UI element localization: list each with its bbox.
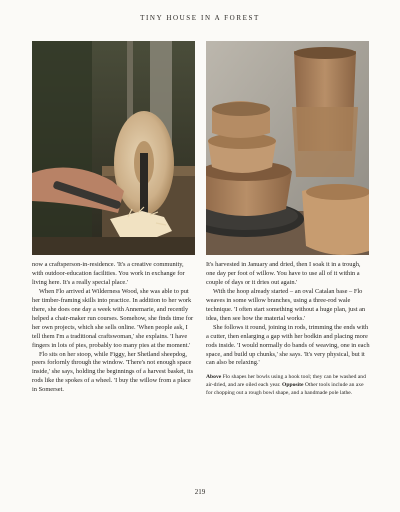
caption-label-above: Above xyxy=(206,374,222,381)
body-paragraph: With the hoop already started – an oval Catalan base – Flo weaves in some willow branches, using a three-rod wale technique. 'I often start something without a huge plan, just an idea, then see how the material works.' xyxy=(206,287,366,322)
body-paragraph: Flo sits on her stoop, while Figgy, her Shetland sheepdog, peers forlornly through the window. 'There's not enough space inside,' she says, holding the beginnings of a harvest basket, its rods like the spokes of a wheel. 'I buy the willow from a place in Somerset. xyxy=(32,350,194,394)
left-text-column xyxy=(32,261,196,395)
bowls-photo xyxy=(206,41,369,255)
lathe-photo xyxy=(32,41,195,255)
body-paragraph: now a craftsperson-in-residence. 'It's a creative community, with outdoor-education facilities. You work in exchange for living here. It's a really special place.' xyxy=(32,261,185,286)
caption-label-opposite: Opposite xyxy=(282,382,304,389)
right-text-column xyxy=(206,261,370,397)
body-paragraph: She follows it round, joining in rods, trimming the ends with a cutter, then enlarging a gap with her bodkin and placing more rods inside. 'I would normally do bands of weaving, one in each space, and build up chunks,' she says. 'It's very physical, but it can also be relaxing.' xyxy=(206,323,370,367)
caption-text-opposite: Other tools include an axe for chopping out a rough bowl shape, and a handmade pole lathe. xyxy=(206,382,364,396)
photo-caption xyxy=(206,374,370,397)
body-paragraph: When Flo arrived at Wilderness Wood, she was able to put her timber-framing skills into practice. In addition to her work there, she does one day a week with Annemarie, and recently helped a chair-maker run courses. Somehow, she finds time for her own projects, which she sells online. 'When people ask, I tell them I'm a traditional craftswoman,' she explains. 'I have fingers in lots of pies, probably too many pies at the moment.' xyxy=(32,287,194,349)
lathe-photo-image xyxy=(32,41,195,255)
running-head: TINY HOUSE IN A FOREST xyxy=(140,14,260,22)
page-number: 219 xyxy=(194,488,206,496)
body-paragraph: It's harvested in January and dried, then I soak it in a trough, one day per foot of willow. You have to use all of it within a couple of days or it dries out again.' xyxy=(206,261,361,286)
bowls-photo-image xyxy=(206,41,369,255)
caption-text-above: Flo shapes her bowls using a hook tool; they can be washed and air-dried, and are oiled each year. xyxy=(206,374,366,389)
